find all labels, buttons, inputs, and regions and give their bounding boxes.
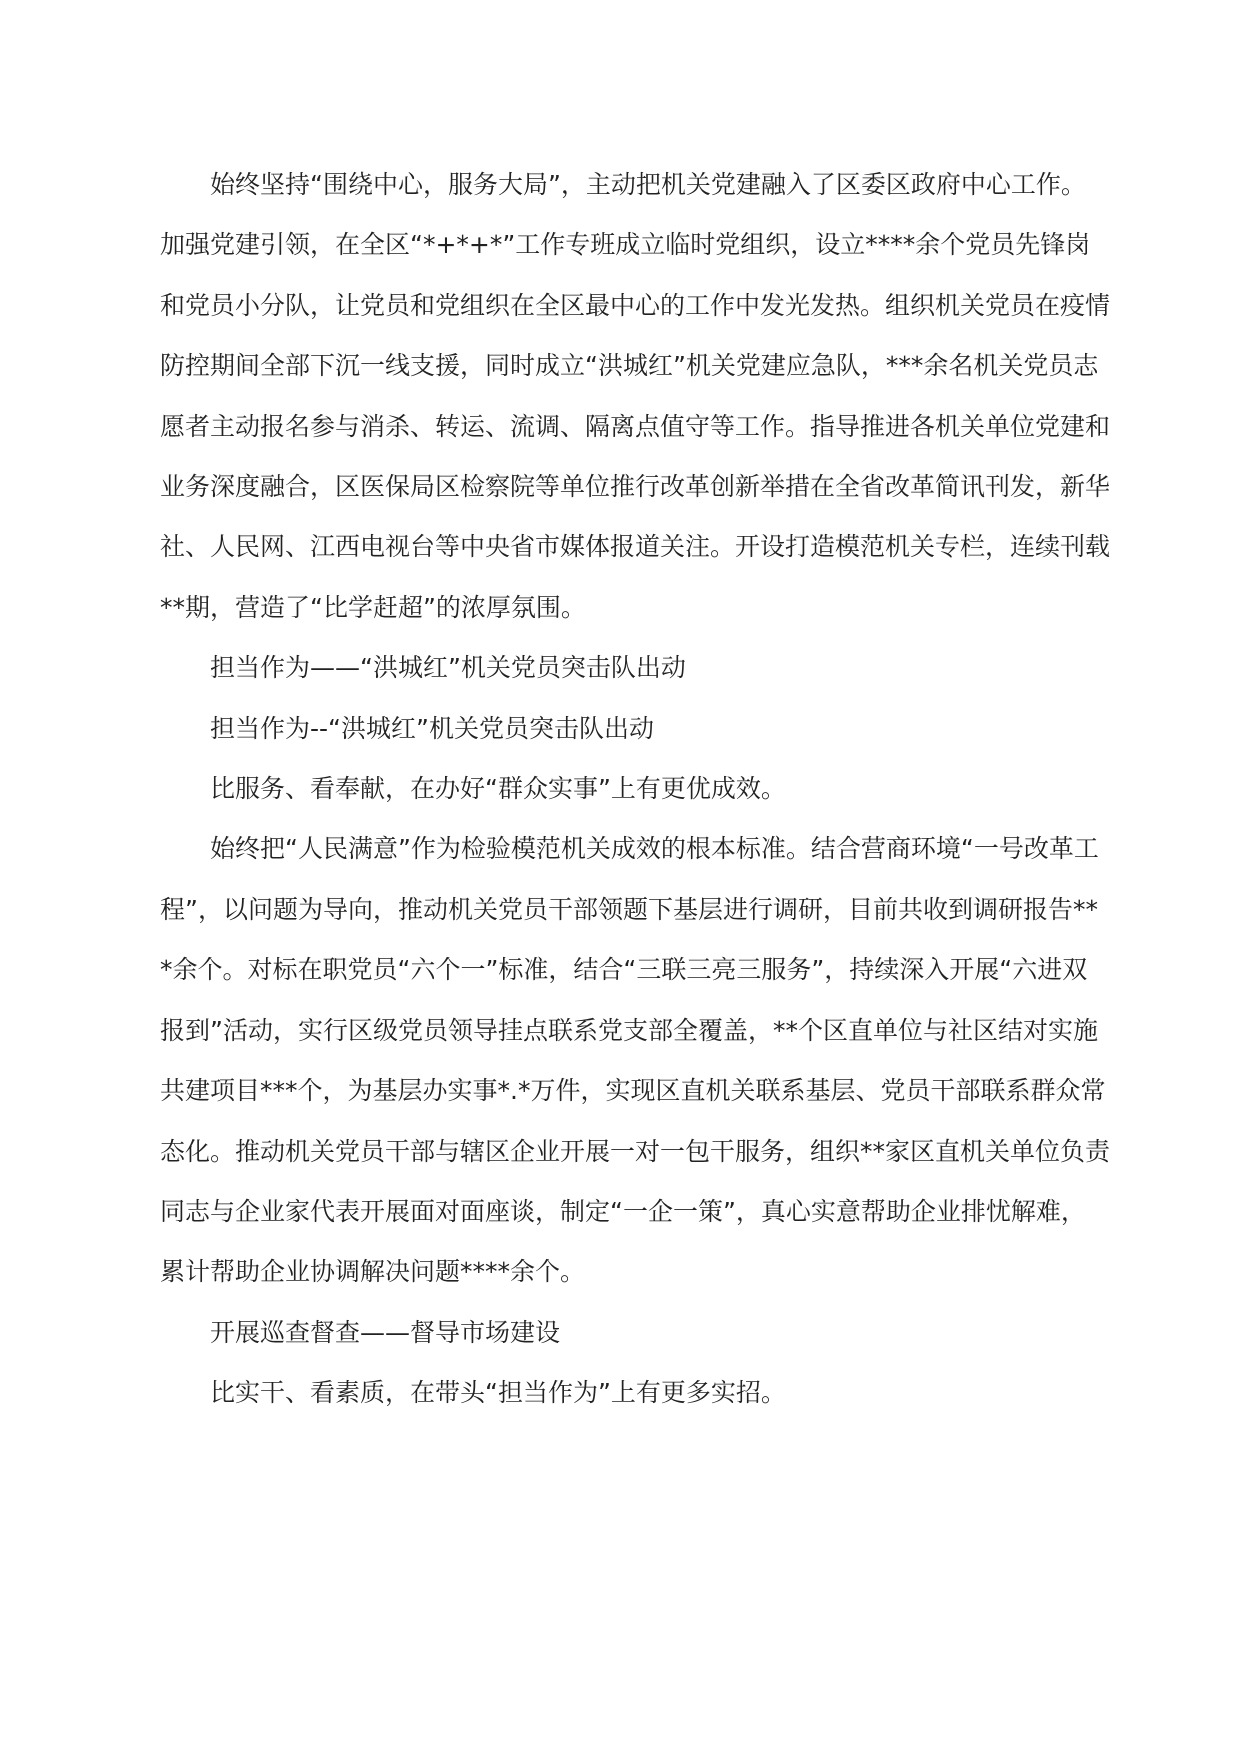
heading-service: 比服务、看奉献，在办好“群众实事”上有更优成效。 [210,774,786,804]
heading-hard-work: 比实干、看素质，在带头“担当作为”上有更多实招。 [210,1378,786,1408]
paragraph-people-satisfaction: 始终把“人民满意”作为检验模范机关成效的根本标准。结合营商环境“一号改革工程”，以问题为导向，推动机关党员干部领题下基层进行调研，目前共收到调研报告***余个。对标在职党员“六个一”标准，结合“三联三亮三服务”，持续深入开展“六进双报到”活动，实行区级党员领导挂点联系党支部全覆盖，**个区直单位与社区结对实施共建项目***个，为基层办实事*.*万件，实现区直机关联系基层、党员干部联系群众常态化。推动机关党员干部与辖区企业开展一对一包干服务，组织**家区直机关单位负责同志与企业家代表开展面对面座谈，制定“一企一策”，真心实意帮助企业排忧解难，累计帮助企业协调解决问题****余个。 [160,834,1111,1287]
caption-commando-team-alt: 担当作为--“洪城红”机关党员突击队出动 [210,713,654,743]
paragraph-central-work: 始终坚持“围绕中心，服务大局”，主动把机关党建融入了区委区政府中心工作。加强党建引领，在全区“*+*+*”工作专班成立临时党组织，设立****余个党员先锋岗和党员小分队，让党员和党组织在全区最中心的工作中发光发热。组织机关党员在疫情防控期间全部下沉一线支援，同时成立“洪城红”机关党建应急队，***余名机关党员志愿者主动报名参与消杀、转运、流调、隔离点值守等工作。指导推进各机关单位党建和业务深度融合，区医保局区检察院等单位推行改革创新举措在全省改革简讯刊发，新华社、人民网、江西电视台等中央省市媒体报道关注。开设打造模范机关专栏，连续刊载**期，营造了“比学赶超”的浓厚氛围。 [160,170,1111,622]
caption-inspection: 开展巡查督查——督导市场建设 [210,1317,561,1347]
caption-commando-team: 担当作为——“洪城红”机关党员突击队出动 [210,653,686,683]
